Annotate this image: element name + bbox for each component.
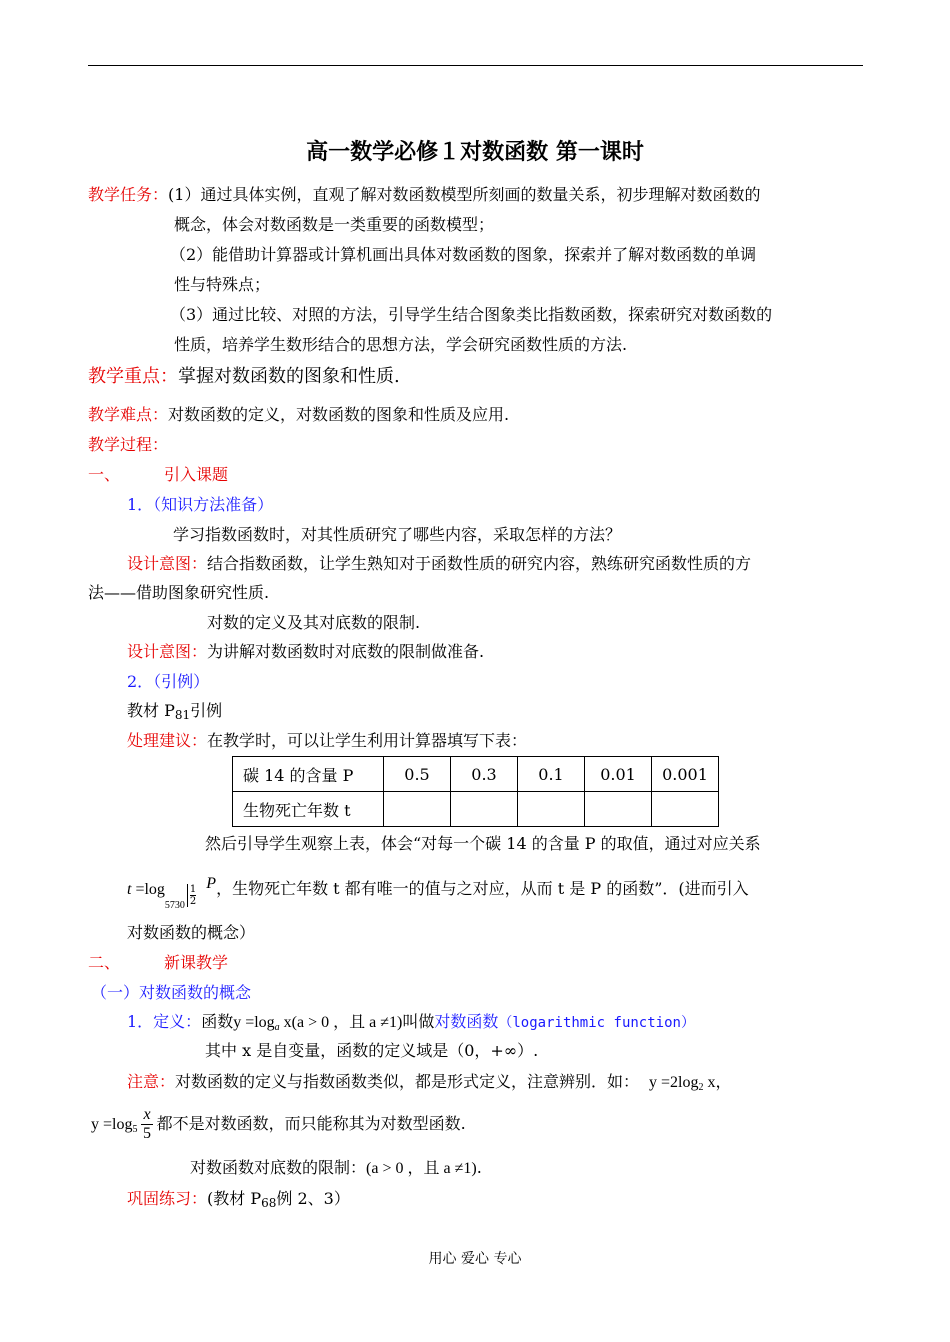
practice-label: 巩固练习： xyxy=(127,1189,208,1208)
note-line xyxy=(127,1071,732,1099)
page-title: 高一数学必修１对数函数 第一课时 xyxy=(306,139,644,165)
practice-line xyxy=(127,1188,350,1214)
intent1-text: 结合指数函数，让学生熟知对于函数性质的研究内容，熟练研究函数性质的方 xyxy=(207,554,752,573)
task-item3-line2: 性质，培养学生数形结合的思想方法，学会研究函数性质的方法. xyxy=(174,335,628,354)
limit-text: 对数函数对底数的限制： xyxy=(190,1158,367,1177)
practice-suffix: 例 2、3） xyxy=(276,1189,350,1208)
section1-title: 引入课题 xyxy=(164,465,229,484)
table-cell xyxy=(384,792,451,827)
formula-t: t =log xyxy=(127,881,165,898)
table-row xyxy=(233,757,719,792)
table-row xyxy=(233,792,719,827)
note-formula2-base: 5 xyxy=(132,1124,138,1135)
intent1-line1 xyxy=(127,553,751,575)
section1-num: 一、 xyxy=(88,465,121,484)
suggest-line xyxy=(127,730,527,752)
definition-text1: 函数 xyxy=(201,1012,234,1031)
table-cell xyxy=(652,792,719,827)
difficulty-label: 教学难点： xyxy=(88,405,169,424)
formula-sqrt-frac: $\frac{1}{2}$ xyxy=(187,884,196,907)
table-cell: 0.01 xyxy=(585,757,652,792)
definition-label: 1．定义： xyxy=(127,1012,202,1031)
carbon-table xyxy=(232,756,719,827)
practice-prefix: (教材 P xyxy=(207,1189,262,1208)
textbook-page: 81 xyxy=(174,708,191,722)
note-comma: ， xyxy=(715,1072,732,1091)
note-formula1: y =2log xyxy=(649,1074,699,1091)
table-cell xyxy=(451,792,518,827)
difficulty-line xyxy=(88,404,509,426)
note-formula1-base: 2 xyxy=(698,1082,704,1093)
definition-formula: y =log xyxy=(233,1014,275,1031)
table-cell: 0.1 xyxy=(518,757,585,792)
header-rule xyxy=(88,65,863,66)
limit-line xyxy=(190,1157,482,1180)
process-label: 教学过程： xyxy=(88,435,169,454)
definition-formula2: x(a > 0 ，且 a ≠1) xyxy=(279,1014,403,1031)
intent2-line xyxy=(127,641,484,663)
note-fraction: $\frac{x}{5}$ xyxy=(143,1106,152,1142)
section1-sub2: 2．（引例） xyxy=(127,672,210,691)
focus-label: 教学重点： xyxy=(88,366,178,387)
section1-q1: 学习指数函数时，对其性质研究了哪些内容，采取怎样的方法？ xyxy=(173,525,622,544)
limit-end: . xyxy=(476,1158,482,1177)
definition-base: a xyxy=(274,1022,280,1033)
focus-text: 掌握对数函数的图象和性质. xyxy=(178,366,400,387)
formula-base: 5730 xyxy=(164,900,185,911)
practice-page: 68 xyxy=(261,1196,277,1210)
table-cell: 0.3 xyxy=(451,757,518,792)
guide-line2-text: ，生物死亡年数 t 都有唯一的值与之对应，从而 t 是 P 的函数”．(进而引入 xyxy=(216,879,749,898)
guide-line2 xyxy=(127,866,749,924)
note-label: 注意： xyxy=(127,1072,176,1091)
definition-text2: 叫做 xyxy=(402,1012,435,1031)
section2-sub1: （一）对数函数的概念 xyxy=(91,983,252,1002)
table-cell: 生物死亡年数 t xyxy=(233,792,384,827)
table-cell: 0.001 xyxy=(652,757,719,792)
section1-sub1: 1．（知识方法准备） xyxy=(127,495,274,514)
suggest-label: 处理建议： xyxy=(127,731,208,750)
textbook-ref xyxy=(127,700,222,726)
note-text2: 都不是对数函数，而只能称其为对数型函数. xyxy=(156,1114,466,1133)
note-text: 对数函数的定义与指数函数类似，都是形式定义，注意辨别．如： xyxy=(175,1072,640,1091)
task-item2-line2: 性与特殊点； xyxy=(174,275,271,294)
task-line-1 xyxy=(88,184,760,206)
textbook-prefix: 教材 P xyxy=(127,701,175,720)
section2-title: 新课教学 xyxy=(164,953,229,972)
suggest-text: 在教学时，可以让学生利用计算器填写下表： xyxy=(207,731,528,750)
intent1-line2: 法——借助图象研究性质. xyxy=(88,583,270,602)
intent2-text: 为讲解对数函数时对底数的限制做准备. xyxy=(207,642,485,661)
intent1-label: 设计意图： xyxy=(127,554,208,573)
note-formula1-end: x xyxy=(703,1074,716,1091)
task-item1-line2: 概念，体会对数函数是一类重要的函数模型； xyxy=(174,215,495,234)
task-label: 教学任务： xyxy=(88,185,169,204)
table-cell xyxy=(585,792,652,827)
limit-formula: (a > 0 ，且 a ≠1) xyxy=(366,1160,477,1177)
table-cell xyxy=(518,792,585,827)
table-cell: 0.5 xyxy=(384,757,451,792)
note-line2 xyxy=(91,1102,466,1152)
section1-q2: 对数的定义及其对底数的限制. xyxy=(207,613,421,632)
definition-line xyxy=(127,1011,695,1039)
task-item1-line1: (1）通过具体实例，直观了解对数函数模型所刻画的数量关系，初步理解对数函数的 xyxy=(168,185,761,204)
guide-line3: 对数函数的概念） xyxy=(127,923,256,942)
section2-num: 二、 xyxy=(88,953,121,972)
intent2-label: 设计意图： xyxy=(127,642,208,661)
table-cell: 碳 14 的含量 P xyxy=(233,757,384,792)
task-item3-line1: （3）通过比较、对照的方法，引导学生结合图象类比指数函数，探索研究对数函数的 xyxy=(170,305,773,324)
note-formula2: y =log xyxy=(91,1116,133,1133)
definition-term: 对数函数 xyxy=(434,1012,499,1031)
guide-line1: 然后引导学生观察上表，体会“对每一个碳 14 的含量 P 的取值，通过对应关系 xyxy=(205,834,761,853)
task-item2-line1: （2）能借助计算器或计算机画出具体对数函数的图象，探索并了解对数函数的单调 xyxy=(170,245,757,264)
definition-line2: 其中 x 是自变量，函数的定义域是（0，+∞）. xyxy=(205,1041,539,1060)
definition-english: （logarithmic function） xyxy=(498,1015,695,1031)
textbook-suffix: 引例 xyxy=(190,701,223,720)
formula-p: P xyxy=(206,875,217,892)
focus-line xyxy=(88,364,400,390)
page-footer: 用心 爱心 专心 xyxy=(428,1251,522,1267)
difficulty-text: 对数函数的定义，对数函数的图象和性质及应用. xyxy=(168,405,510,424)
